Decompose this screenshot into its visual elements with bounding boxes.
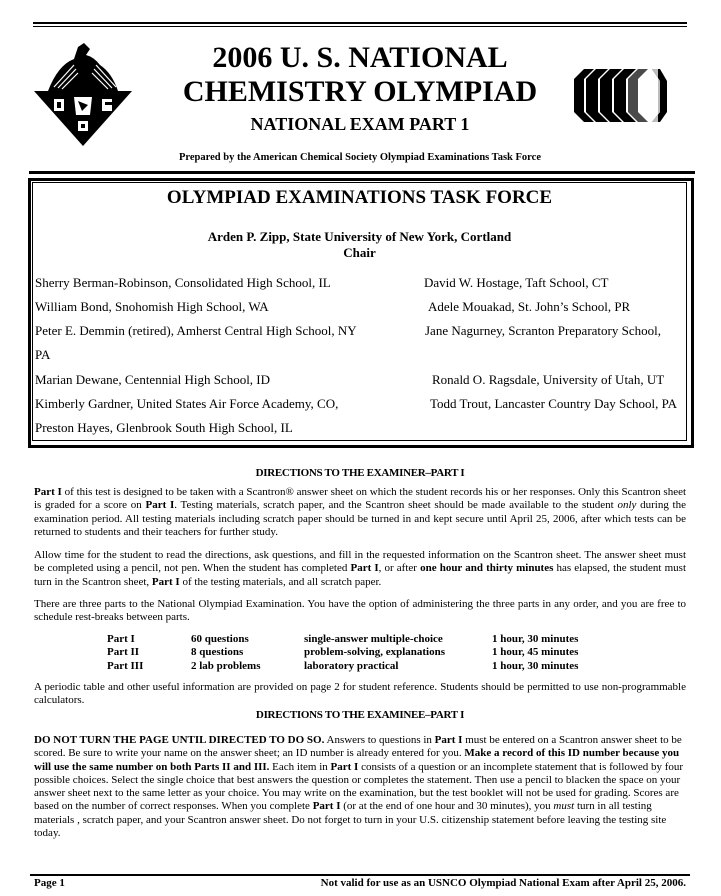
chair-name: Arden P. Zipp, State University of New York, Cortland [207, 229, 512, 244]
text: of the testing materials, and all scratch paper. [179, 575, 382, 588]
exam-subtitle: NATIONAL EXAM PART 1 [250, 114, 470, 134]
bold-text: Part I [34, 486, 62, 498]
olympiad-hexagon-rings-logo-icon [572, 69, 667, 122]
task-force-title: OLYMPIAD EXAMINATIONS TASK FORCE [166, 187, 553, 208]
page-number: Page 1 [34, 877, 65, 889]
title-line-2: CHEMISTRY OLYMPIAD [182, 75, 538, 108]
examiner-paragraph-2 [34, 549, 686, 589]
part-count: 2 lab problems [191, 659, 261, 672]
part-type: single-answer multiple-choice [304, 633, 443, 645]
text: . Testing materials, scratch paper, and the Scantron sheet should be made available to the student [174, 499, 618, 512]
part-time: 1 hour, 30 minutes [492, 633, 579, 645]
member-left: Peter E. Demmin (retired), Amherst Central High School, NY [35, 323, 357, 338]
bold-text: one hour and thirty minutes [420, 562, 554, 575]
text: Answers to questions in [324, 734, 435, 746]
part-name: Part I [107, 633, 135, 645]
member-right: Ronald O. Ragsdale, University of Utah, UT [432, 372, 665, 387]
part-count: 60 questions [191, 633, 249, 645]
part-count: 8 questions [191, 646, 244, 659]
part-time: 1 hour, 45 minutes [492, 646, 579, 659]
member-left: Kimberly Gardner, United States Air Force Academy, CO, [35, 396, 339, 411]
bold-text: Make a record of this ID number because you will use the same number on both Parts II and III. [34, 747, 680, 773]
part-type: laboratory practical [304, 659, 399, 672]
examinee-heading: DIRECTIONS TO THE EXAMINEE–PART I [255, 709, 465, 721]
examiner-paragraph-3: There are three parts to the National Olympiad Examination. You have the option of administering the three parts in any order, and you are free to schedule rest-breaks between parts. [34, 598, 686, 624]
text: , or after [378, 562, 421, 575]
chair-role: Chair [343, 245, 376, 260]
examiner-paragraph-4: A periodic table and other useful information are provided on page 2 for student reference. Students should be permitted to use non-programmable calculators. [34, 681, 686, 707]
text: Allow time for the student to read the directions, ask questions, and fill in the requested information on the Scantron sheet. The answer sheet must be completed using a pencil, not pen. When the student has completed [34, 549, 686, 575]
italic-text: only [617, 499, 637, 512]
examinee-paragraph [34, 734, 686, 840]
member-right: Todd Trout, Lancaster Country Day School, PA [430, 396, 678, 411]
member-right: Adele Mouakad, St. John’s School, PR [428, 299, 631, 314]
text: turn in all testing materials , scratch paper, and your Scantron answer sheet. Do not forget to turn in your U.S. citizenship statement before leaving the testing site today. [34, 800, 667, 840]
bold-text: Part I [434, 734, 463, 746]
prepared-by: Prepared by the American Chemical Society Olympiad Examinations Task Force [179, 152, 541, 163]
part-name: Part II [107, 646, 140, 659]
header-rule [29, 171, 695, 174]
footer-rule [30, 874, 690, 876]
member-left: Preston Hayes, Glenbrook South High School, IL [35, 420, 293, 435]
acs-logo-letters: ACS [83, 143, 85, 144]
bold-text: Part I [350, 562, 379, 575]
bold-text: Part I [151, 575, 180, 588]
bold-text: Part I [312, 800, 341, 813]
text: has elapsed, the student must turn in the Scantron sheet, [34, 562, 687, 588]
footer-notice: Not valid for use as an USNCO Olympiad National Exam after April 25, 2006. [320, 877, 686, 889]
text: of this test is designed to be taken with a Scantron® answer sheet on which the student records his or her responses. Only this Scantron sheet is graded for a score on [34, 486, 687, 512]
header-double-rule-bottom [33, 26, 687, 27]
member-right: Jane Nagurney, Scranton Preparatory School, [425, 323, 661, 338]
part-name: Part III [107, 659, 144, 672]
member-left: William Bond, Snohomish High School, WA [35, 299, 269, 314]
text: during the examination period. All testing materials including scratch paper should be turned in and kept secure until April 25, 2006, after which tests can be returned to students and their teachers for further study. [34, 499, 686, 538]
text: consists of a question or an incomplete statement that is followed by four possible choices. Select the single choice that best answers the question or completes the statement. Then use a pencil to blacken the space on your answer sheet next to the same letter as your choice. You may write on the examination, but the test booklet will not be used for grading. Scores are based on the number of correct responses. When you complete [34, 760, 684, 813]
examiner-paragraph-1 [34, 486, 686, 539]
title-line-1: 2006 U. S. NATIONAL [212, 41, 508, 74]
member-left: Marian Dewane, Centennial High School, ID [35, 372, 271, 387]
text: Each item in [269, 760, 331, 773]
bold-text: DO NOT TURN THE PAGE UNTIL DIRECTED TO DO SO. [34, 734, 325, 746]
bold-text: Part I [145, 499, 175, 512]
member-left: Sherry Berman-Robinson, Consolidated High School, IL [35, 275, 331, 290]
examiner-heading: DIRECTIONS TO THE EXAMINER–PART I [255, 467, 465, 479]
text: must be entered on a Scantron answer sheet to be scored. Be sure to write your name on the answer sheet; an ID number is already entered for you. [34, 734, 682, 760]
part-time: 1 hour, 30 minutes [492, 659, 579, 672]
part-type: problem-solving, explanations [304, 646, 445, 659]
member-right: David W. Hostage, Taft School, CT [424, 275, 609, 290]
text: (or at the end of one hour and 30 minutes), you [340, 800, 554, 813]
member-left: PA [35, 347, 51, 362]
header-double-rule-top [33, 22, 687, 24]
italic-text: must [553, 800, 575, 813]
bold-text: Part I [330, 760, 359, 773]
acs-eagle-seal-logo-icon [34, 43, 132, 146]
